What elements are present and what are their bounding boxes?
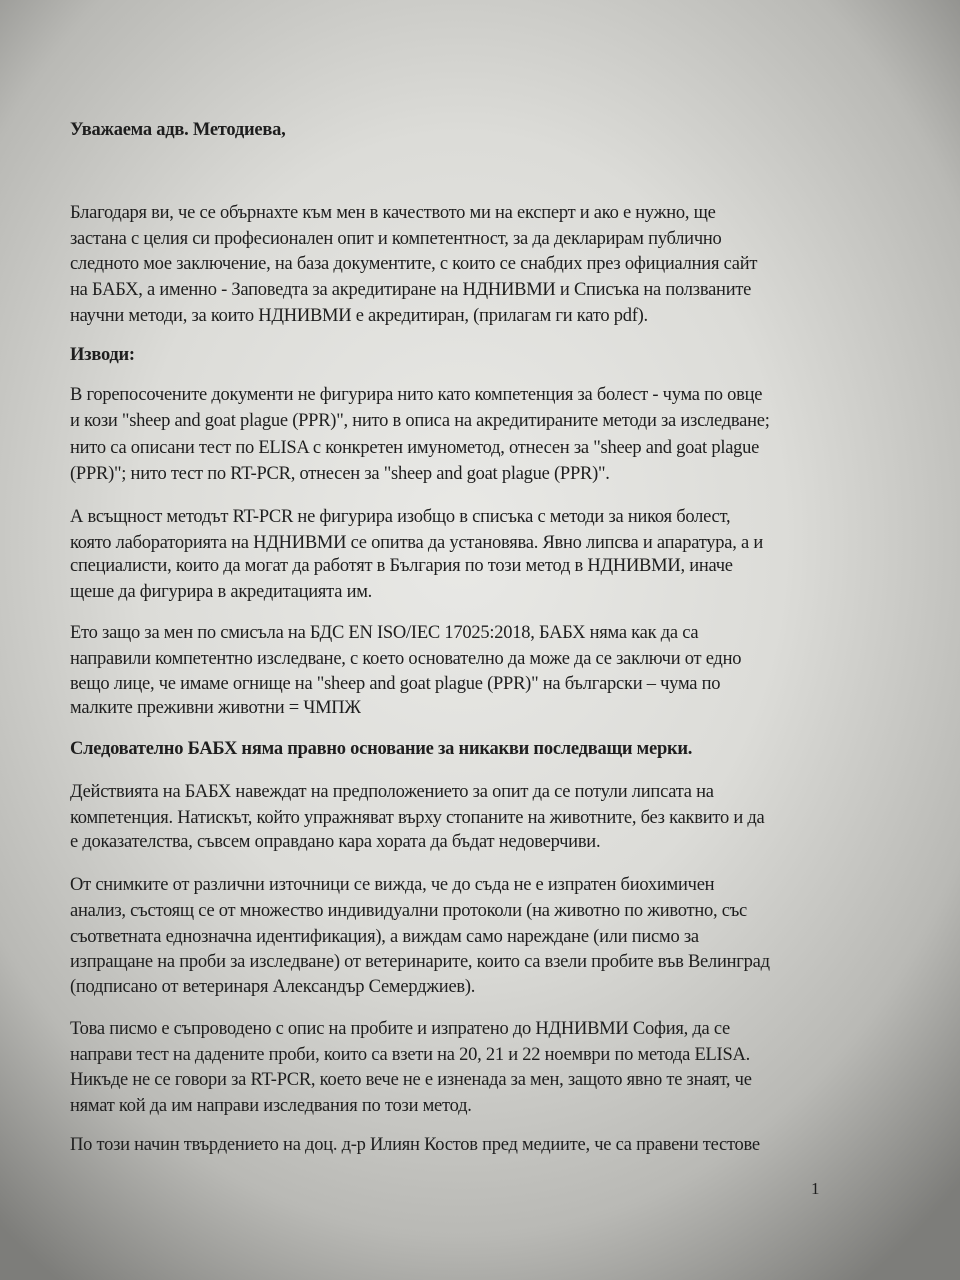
text-line: е доказателства, съвсем оправдано кара хората да бъдат недоверчиви.: [70, 832, 601, 852]
text-line: По този начин твърдението на доц. д-р Илиян Костов пред медиите, че са правени тестове: [70, 1135, 760, 1155]
text-line: на БАБХ, а именно - Заповедта за акредитиране на НДНИВМИ и Списъка на ползваните: [70, 280, 752, 300]
text-line: В горепосочените документи не фигурира нито като компетенция за болест - чума по овце: [70, 385, 763, 405]
greeting: Уважаема адв. Методиева,: [70, 120, 286, 140]
text-line: нито са описани тест по ELISA с конкретен имунометод, отнесен за "sheep and goat plague: [70, 438, 760, 458]
text-line: следното мое заключение, на база документите, с които се снабдих през официалния сайт: [70, 254, 758, 274]
text-line: застана с целия си професионален опит и компетентност, за да декларирам публично: [70, 229, 722, 249]
text-line: направили компетентно изследване, с което основателно да може да се заключи от едно: [70, 649, 742, 669]
text-line: малките преживни животни = ЧМПЖ: [70, 698, 361, 718]
text-line: вещо лице, че имаме огнище на "sheep and goat plague (PPR)" на български – чума по: [70, 674, 721, 694]
text-line: нямат кой да им направи изследвания по този метод.: [70, 1096, 472, 1116]
text-line: специалисти, които да могат да работят в България по този метод в НДНИВМИ, иначе: [70, 556, 733, 576]
text-line: Действията на БАБХ навеждат на предположението за опит да се потули липсата на: [70, 782, 714, 802]
text-line: и кози "sheep and goat plague (PPR)", нито в описа на акредитираните методи за изследване;: [70, 411, 770, 431]
text-line: (PPR)"; нито тест по RT-PCR, отнесен за "sheep and goat plague (PPR)".: [70, 464, 610, 484]
text-line: От снимките от различни източници се вижда, че до съда не е изпратен биохимичен: [70, 875, 715, 895]
text-line: изпращане на проби за изследване) от ветеринарите, които са взели пробите във Велинград: [70, 952, 770, 972]
text-line: А всъщност методът RT-PCR не фигурира изобщо в списъка с методи за никоя болест,: [70, 507, 731, 527]
text-line: щеше да фигурира в акредитацията им.: [70, 582, 373, 602]
text-line: Следователно БАБХ няма правно основание за никакви последващи мерки.: [70, 739, 693, 759]
page-number: 1: [811, 1179, 820, 1198]
text-line: направи тест на дадените проби, които са взети на 20, 21 и 22 ноември по метода ELISA.: [70, 1045, 750, 1065]
text-line: компетенция. Натискът, който упражняват върху стопаните на животните, без каквито и да: [70, 808, 765, 828]
text-line: Ето защо за мен по смисъла на БДС EN ISO/IEC 17025:2018, БАБХ няма как да са: [70, 623, 699, 643]
text-line: Благодаря ви, че се обърнахте към мен в качеството ми на експерт и ако е нужно, ще: [70, 203, 716, 223]
text-line: анализ, състоящ се от множество индивидуални протоколи (на животно по животно, със: [70, 901, 748, 921]
text-line: (подписано от ветеринаря Александър Семерджиев).: [70, 977, 476, 997]
text-line: която лабораторията на НДНИВМИ се опитва да установява. Явно липсва и апаратура, а и: [70, 533, 763, 553]
text-line: Изводи:: [70, 345, 135, 365]
text-line: съответната еднозначна идентификация), а виждам само нареждане (или писмо за: [70, 927, 699, 947]
text-line: Никъде не се говори за RT-PCR, което вече не е изненада за мен, защото явно те знаят, че: [70, 1070, 752, 1090]
text-line: научни методи, за които НДНИВМИ е акредитиран, (прилагам ги като pdf).: [70, 306, 648, 326]
text-line: Това писмо е съпроводено с опис на пробите и изпратено до НДНИВМИ София, да се: [70, 1019, 730, 1039]
